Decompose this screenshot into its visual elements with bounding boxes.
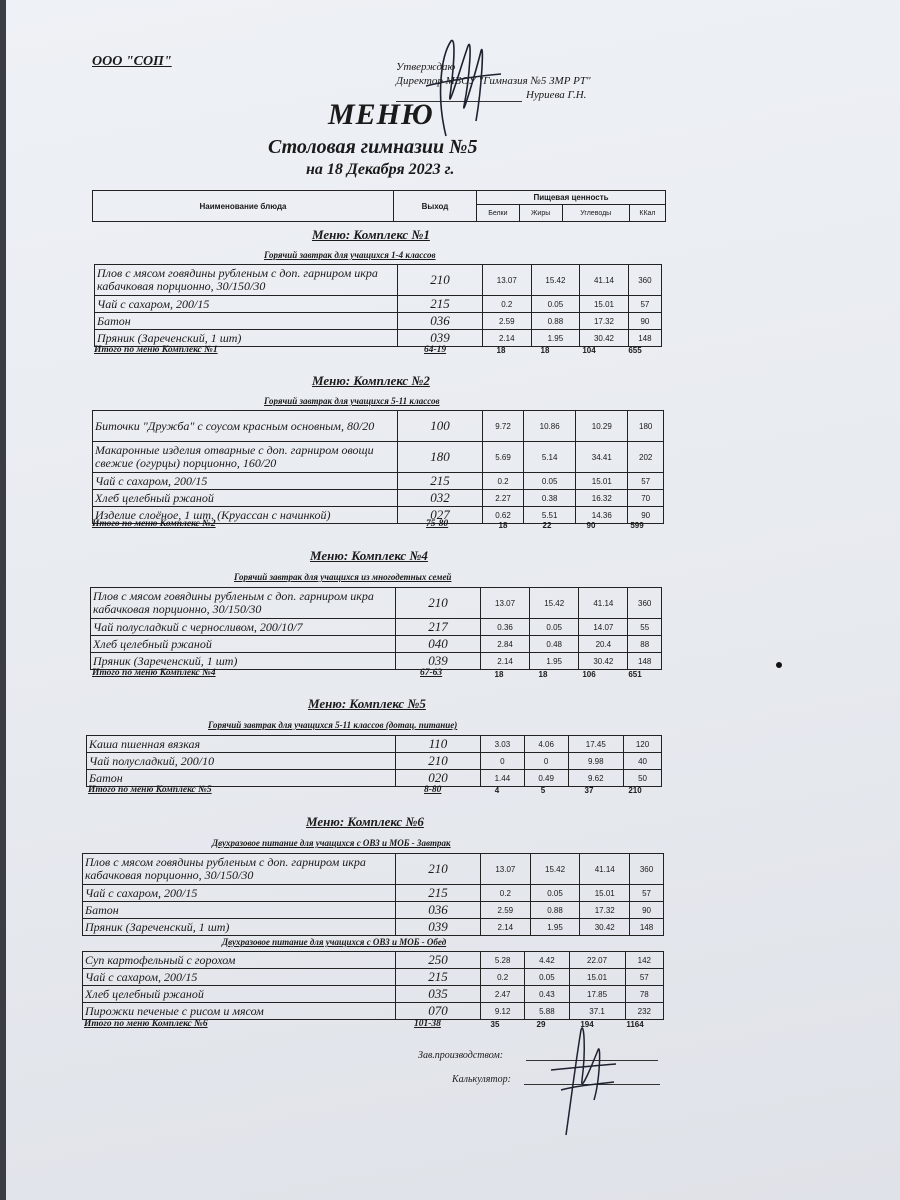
- table-row: Чай полусладкий с черносливом, 200/10/7 217 0.36 0.05 14.07 55: [91, 619, 662, 636]
- section-1-total-kcal: 655: [628, 346, 642, 355]
- table-row: Пряник (Зареченский, 1 шт) 039 2.14 1.95 30.42 148: [83, 919, 664, 936]
- table-row: Батон 036 2.59 0.88 17.32 90: [83, 902, 664, 919]
- section-2-total-kcal: 599: [630, 521, 644, 530]
- table-row: Макаронные изделия отварные с доп. гарниром овощи свежие (огурцы) порционно, 160/20 180 5.69 5.14 34.41 202: [93, 442, 664, 473]
- table-row: Батон 036 2.59 0.88 17.32 90: [95, 313, 662, 330]
- section-2-total-proteins: 18: [498, 521, 508, 530]
- section-1-total-label: Итого по меню Комплекс №1: [94, 345, 218, 355]
- section-5-total-carbs: 37: [584, 786, 594, 795]
- menu-date: на 18 Декабря 2023 г.: [306, 161, 455, 178]
- section-1-meal: Горячий завтрак для учащихся 1-4 классов: [264, 250, 436, 260]
- section-4-title: Меню: Комплекс №4: [310, 548, 428, 563]
- table-row: Чай с сахаром, 200/15 215 0.2 0.05 15.01 57: [83, 969, 664, 986]
- table-row: Хлеб целебный ржаной 032 2.27 0.38 16.32 70: [93, 490, 664, 507]
- header-carbs: Углеводы: [562, 205, 629, 222]
- table-row: Чай с сахаром, 200/15 215 0.2 0.05 15.01 57: [95, 296, 662, 313]
- table-row: Хлеб целебный ржаной 040 2.84 0.48 20.4 88: [91, 636, 662, 653]
- page-title: МЕНЮ: [328, 98, 434, 131]
- section-1-title: Меню: Комплекс №1: [312, 227, 430, 242]
- section-4-total-fats: 18: [538, 670, 548, 679]
- header-nutrition: Пищевая ценность: [477, 191, 666, 205]
- table-row: Чай с сахаром, 200/15 215 0.2 0.05 15.01 57: [83, 885, 664, 902]
- section-6-lunch-table: [82, 951, 664, 1020]
- section-2-title: Меню: Комплекс №2: [312, 373, 430, 388]
- section-1-total-carbs: 104: [582, 346, 596, 355]
- table-row: Изделие слоёное, 1 шт. (Круассан с начинкой) 027 0.62 5.51 14.36 90: [93, 507, 664, 524]
- section-5-total-label: Итого по меню Комплекс №5: [88, 785, 212, 795]
- section-2-total-price: 75-80: [426, 519, 449, 529]
- section-1-total-fats: 18: [540, 346, 550, 355]
- table-row: Пряник (Зареченский, 1 шт) 039 2.14 1.95 30.42 148: [95, 330, 662, 347]
- header-yield: Выход: [394, 191, 477, 222]
- section-4-total-label: Итого по меню Комплекс №4: [92, 668, 216, 678]
- section-6-breakfast-table: [82, 853, 664, 936]
- table-row: Суп картофельный с горохом 250 5.28 4.42 22.07 142: [83, 952, 664, 969]
- section-2-table: [92, 410, 664, 524]
- approval-label: Утверждаю: [396, 61, 456, 73]
- section-1-table: [94, 264, 662, 347]
- header-table: [92, 190, 666, 222]
- production-manager-label: Зав.производством:: [418, 1050, 504, 1061]
- table-row: Плов с мясом говядины рубленым с доп. гарниром икра кабачковая порционно, 30/150/30 210 13.07 15.42 41.14 360: [95, 265, 662, 296]
- table-row: Плов с мясом говядины рубленым с доп. гарниром икра кабачковая порционно, 30/150/30 210 13.07 15.42 41.14 360: [83, 854, 664, 885]
- section-2-total-fats: 22: [542, 521, 552, 530]
- section-2-total-carbs: 90: [586, 521, 596, 530]
- table-row: Батон 020 1.44 0.49 9.62 50: [87, 770, 662, 787]
- section-6-meal-lunch: Двухразовое питание для учащихся с ОВЗ и МОБ - Обед: [222, 937, 447, 947]
- section-6-total-fats: 29: [536, 1020, 546, 1029]
- section-5-total-price: 8-80: [424, 785, 442, 795]
- section-5-total-kcal: 210: [628, 786, 642, 795]
- menu-document: [6, 0, 900, 1200]
- section-6-meal: Двухразовое питание для учащихся с ОВЗ и МОБ - Завтрак: [212, 838, 451, 848]
- header-kcal: ККал: [629, 205, 665, 222]
- ink-dot: [776, 662, 782, 668]
- section-4-table: [90, 587, 662, 670]
- table-row: Пряник (Зареченский, 1 шт) 039 2.14 1.95 30.42 148: [91, 653, 662, 670]
- section-2-total-label: Итого по меню Комплекс №2: [92, 519, 216, 529]
- header-proteins: Белки: [477, 205, 520, 222]
- section-4-total-price: 67-63: [420, 668, 443, 678]
- page-subtitle: Столовая гимназии №5: [268, 136, 478, 158]
- staff-signature: [546, 1020, 626, 1140]
- section-1-total-price: 64-19: [424, 345, 447, 355]
- section-6-title: Меню: Комплекс №6: [306, 814, 424, 829]
- table-row: Плов с мясом говядины рубленым с доп. гарниром икра кабачковая порционно, 30/150/30 210 13.07 15.42 41.14 360: [91, 588, 662, 619]
- approval-position: Директор МБОУ "Гимназия №5 ЗМР РТ": [396, 75, 591, 87]
- section-5-title: Меню: Комплекс №5: [308, 696, 426, 711]
- section-1-total-proteins: 18: [496, 346, 506, 355]
- section-6-total-carbs: 194: [580, 1020, 594, 1029]
- calculator-label: Калькулятор:: [452, 1074, 511, 1085]
- section-5-total-fats: 5: [540, 786, 546, 795]
- table-row: Пирожки печеные с рисом и мясом 070 9.12 5.88 37.1 232: [83, 1003, 664, 1020]
- section-6-total-label: Итого по меню Комплекс №6: [84, 1019, 208, 1029]
- table-row: Чай с сахаром, 200/15 215 0.2 0.05 15.01 57: [93, 473, 664, 490]
- section-6-total-kcal: 1164: [626, 1020, 644, 1029]
- section-5-meal: Горячий завтрак для учащихся 5-11 классов (дотац. питание): [208, 720, 458, 730]
- table-row: Биточки "Дружба" с соусом красным основным, 80/20 100 9.72 10.86 10.29 180: [93, 411, 664, 442]
- section-4-meal: Горячий завтрак для учащихся из многодетных семей: [234, 572, 452, 582]
- header-dish-name: Наименование блюда: [93, 191, 394, 222]
- table-row: Хлеб целебный ржаной 035 2.47 0.43 17.85 78: [83, 986, 664, 1003]
- section-6-total-proteins: 35: [490, 1020, 500, 1029]
- approval-name: Нуриева Г.Н.: [526, 89, 587, 101]
- header-fats: Жиры: [519, 205, 562, 222]
- table-row: Каша пшенная вязкая 110 3.03 4.06 17.45 120: [87, 736, 662, 753]
- section-4-total-carbs: 106: [582, 670, 596, 679]
- section-4-total-kcal: 651: [628, 670, 642, 679]
- section-6-total-price: 101-38: [414, 1019, 441, 1029]
- organization-name: ООО "СОП": [92, 54, 172, 69]
- table-row: Чай полусладкий, 200/10 210 0 0 9.98 40: [87, 753, 662, 770]
- section-2-meal: Горячий завтрак для учащихся 5-11 классов: [264, 396, 440, 406]
- section-4-total-proteins: 18: [494, 670, 504, 679]
- section-5-total-proteins: 4: [494, 786, 500, 795]
- section-5-table: [86, 735, 662, 787]
